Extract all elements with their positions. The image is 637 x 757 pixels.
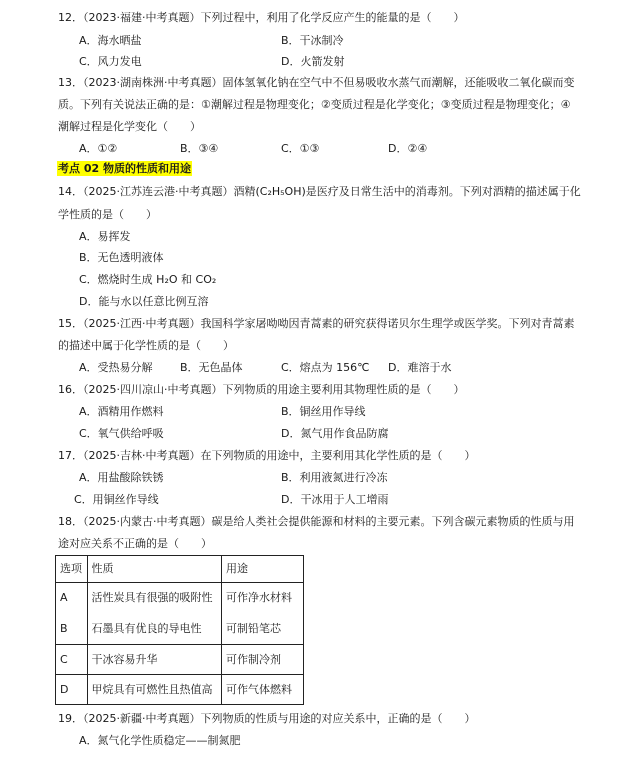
table-cell: 石墨具有优良的导电性 <box>87 614 222 645</box>
table-header-cell: 性质 <box>87 556 222 583</box>
q13-option-d: D．②④ <box>388 142 428 155</box>
q13-option-a: A．①② <box>79 142 118 155</box>
q16-option-b: B．铜丝用作导线 <box>281 405 366 418</box>
table-cell: C <box>56 645 88 675</box>
q13-option-b: B．③④ <box>180 142 219 155</box>
q13-stem-line2: 质。下列有关说法正确的是：①潮解过程是物理变化；②变质过程是化学变化；③变质过程是物理变化；④ <box>58 98 571 111</box>
table-cell: 可制铅笔芯 <box>222 614 304 645</box>
q13-option-c: C．①③ <box>281 142 320 155</box>
table-cell: 活性炭具有很强的吸附性 <box>87 583 222 614</box>
table-cell: 可作制冷剂 <box>222 645 304 675</box>
q17-option-d: D．干冰用于人工增雨 <box>281 493 389 506</box>
q15-stem-line1: 15．（2025·江西·中考真题）我国科学家屠呦呦因青蒿素的研究获得诺贝尔生理学或医学奖。下列对青蒿素 <box>58 317 575 330</box>
q14-option-c: C．燃烧时生成 H₂O 和 CO₂ <box>79 273 217 286</box>
table-row <box>56 645 304 675</box>
section-heading: 考点 02 物质的性质和用途 <box>58 162 191 175</box>
q13-stem-line1: 13．（2023·湖南株洲·中考真题）固体氢氧化钠在空气中不但易吸收水蒸气而潮解，还能吸收二氧化碳而变 <box>58 76 575 89</box>
q19-option-a: A．氮气化学性质稳定——制氮肥 <box>79 734 241 747</box>
table-cell: 干冰容易升华 <box>87 645 222 675</box>
q17-option-a: A．用盐酸除铁锈 <box>79 471 164 484</box>
table-header-cell: 选项 <box>56 556 88 583</box>
q13-stem-line3: 潮解过程是化学变化（ ） <box>58 120 201 133</box>
q18-stem-line1: 18．（2025·内蒙古·中考真题）碳是给人类社会提供能源和材料的主要元素。下列含碳元素物质的性质与用 <box>58 515 575 528</box>
table-cell: 甲烷具有可燃性且热值高 <box>87 675 222 705</box>
q14-option-b: B．无色透明液体 <box>79 251 164 264</box>
table-cell: A <box>56 583 88 614</box>
q16-option-d: D．氮气用作食品防腐 <box>281 427 389 440</box>
q12-option-a: A．海水晒盐 <box>79 34 142 47</box>
q14-stem-line2: 学性质的是（ ） <box>58 208 157 221</box>
q15-option-c: C．熔点为 156℃ <box>281 361 370 374</box>
table-cell: D <box>56 675 88 705</box>
table-row <box>56 583 304 614</box>
q19-stem: 19．（2025·新疆·中考真题）下列物质的性质与用途的对应关系中，正确的是（ ） <box>58 712 476 725</box>
table-header-cell: 用途 <box>222 556 304 583</box>
q17-option-c: C．用铜丝作导线 <box>74 493 159 506</box>
q16-option-c: C．氧气供给呼吸 <box>79 427 164 440</box>
q15-stem-line2: 的描述中属于化学性质的是（ ） <box>58 339 234 352</box>
q12-option-d: D．火箭发射 <box>281 55 345 68</box>
table-cell: B <box>56 614 88 645</box>
q18-table <box>55 555 304 705</box>
q17-option-b: B．利用液氮进行冷冻 <box>281 471 388 484</box>
q15-option-b: B．无色晶体 <box>180 361 243 374</box>
table-cell: 可作净水材料 <box>222 583 304 614</box>
q16-option-a: A．酒精用作燃料 <box>79 405 164 418</box>
q12-option-c: C．风力发电 <box>79 55 142 68</box>
q14-option-d: D．能与水以任意比例互溶 <box>79 295 209 308</box>
q12-stem: 12．（2023·福建·中考真题）下列过程中，利用了化学反应产生的能量的是（ ） <box>58 11 465 24</box>
q14-stem-line1: 14．（2025·江苏连云港·中考真题）酒精(C₂H₅OH)是医疗及日常生活中的消毒剂。下列对酒精的描述属于化 <box>58 185 581 198</box>
table-header-row <box>56 556 304 583</box>
q14-option-a: A．易挥发 <box>79 230 131 243</box>
q15-option-a: A．受热易分解 <box>79 361 153 374</box>
q15-option-d: D．难溶于水 <box>388 361 452 374</box>
q12-option-b: B．干冰制冷 <box>281 34 344 47</box>
table-row <box>56 614 304 645</box>
table-row <box>56 675 304 705</box>
q17-stem: 17．（2025·吉林·中考真题）在下列物质的用途中，主要利用其化学性质的是（ ） <box>58 449 476 462</box>
table-cell: 可作气体燃料 <box>222 675 304 705</box>
q18-stem-line2: 途对应关系不正确的是（ ） <box>58 537 212 550</box>
q16-stem: 16．（2025·四川凉山·中考真题）下列物质的用途主要利用其物理性质的是（ ） <box>58 383 465 396</box>
